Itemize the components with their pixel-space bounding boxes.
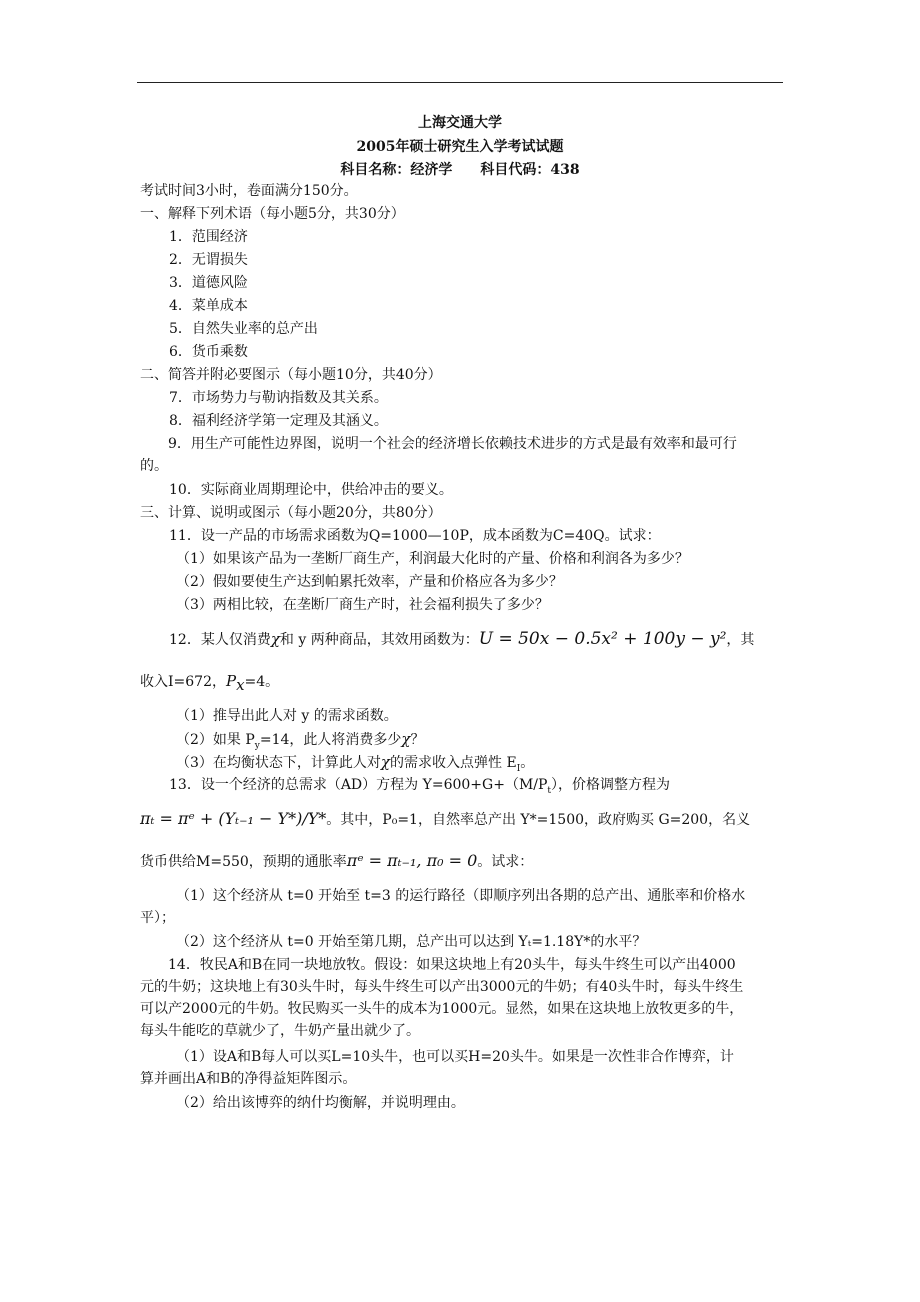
q12-text-b: 和 y 两种商品，其效用函数为： — [279, 632, 479, 648]
term-item: 3．道德风险 — [169, 275, 248, 291]
q12-text-c: ，其 — [726, 632, 755, 648]
price-adjustment-equation: πₜ = πᵉ + (Yₜ₋₁ − Y*)/Y* — [140, 809, 327, 828]
q12p2-text-a: （2）如果 P — [176, 732, 255, 748]
px-symbol: P — [225, 672, 237, 690]
exam-title: 2005年硕士研究生入学考试试题 — [356, 139, 564, 155]
question-11-part-3: （3）两相比较，在垄断厂商生产时，社会福利损失了多少？ — [176, 597, 549, 613]
question-12-part-3 — [176, 751, 786, 774]
question-13-part-1: （1）这个经济从 t=0 开始至 t=3 的运行路径（即顺序列出各期的总产出、通胀率和价格水平）； — [140, 888, 746, 926]
q12p2-text-b: =14，此人将消费多少 — [259, 732, 402, 748]
chi-symbol: χ — [380, 753, 391, 771]
question-9: 9．用生产可能性边界图，说明一个社会的经济增长依赖技术进步的方式是最有效率和最可行的。 — [140, 436, 737, 474]
section1-title: 一、解释下列术语（每小题5分，共30分） — [140, 206, 405, 222]
question-14-stem: 14．牧民A和B在同一块地放牧。假设：如果这块地上有20头牛，每头牛终生可以产出4000元的牛奶；这块地上有30头牛时，每头牛终生可以产出3000元的牛奶；有40头牛时，每头牛终生可以产2000元的牛奶。牧民购买一头牛的成本为1000元。显然，如果在这块地上放牧更多的牛，每头牛能吃的草就少了，牛奶产量出就少了。 — [140, 957, 744, 1039]
university-name: 上海交通大学 — [418, 115, 502, 131]
question-11-stem: 11．设一产品的市场需求函数为Q=1000—10P，成本函数为C=40Q。试求： — [169, 528, 661, 544]
section3-title: 三、计算、说明或图示（每小题20分，共80分） — [140, 505, 442, 521]
q13-text-b: ），价格调整方程为 — [551, 777, 671, 793]
term-item: 5．自然失业率的总产出 — [169, 321, 318, 337]
px-value: =4。 — [244, 674, 280, 690]
question-10: 10．实际商业周期理论中，供给冲击的要义。 — [169, 482, 453, 498]
exam-intro: 考试时间3小时，卷面满分150分。 — [140, 183, 358, 199]
question-12-part-1: （1）推导出此人对 y 的需求函数。 — [176, 708, 398, 724]
question-12-stem — [169, 626, 779, 653]
term-item: 2．无谓损失 — [169, 252, 248, 268]
question-14-part-2: （2）给出该博弈的纳什均衡解，并说明理由。 — [176, 1095, 465, 1111]
q12p3-text-a: （3）在均衡状态下，计算此人对 — [176, 755, 381, 771]
question-13-part-2: （2）这个经济从 t=0 开始至第几期，总产出可以达到 Yₜ=1.18Y*的水平？ — [176, 934, 647, 950]
question-12-part-2 — [176, 728, 786, 751]
pt-subscript: t — [547, 785, 552, 796]
section2-title: 二、简答并附必要图示（每小题10分，共40分） — [140, 367, 442, 383]
question-13-stem — [169, 774, 779, 796]
question-11-part-1: （1）如果该产品为一垄断厂商生产，利润最大化时的产量、价格和利润各为多少？ — [176, 551, 689, 567]
question-13-line-3 — [140, 848, 750, 875]
py-subscript: y — [254, 740, 260, 751]
q13-line3-text-a: 货币供给M=550，预期的通胀率 — [140, 854, 347, 870]
question-7: 7．市场势力与勒讷指数及其关系。 — [169, 390, 388, 406]
chi-symbol: χ — [401, 730, 411, 748]
chi-symbol: χ — [270, 630, 280, 648]
q13-line3-text-b: 。试求： — [477, 854, 534, 870]
question-13-line-2 — [140, 806, 750, 833]
q12p2-text-c: ？ — [410, 732, 425, 748]
question-14-part-1: （1）设A和B每人可以买L=10头牛，也可以买H=20头牛。如果是一次性非合作博弈，计算并画出A和B的净得益矩阵图示。 — [140, 1049, 734, 1087]
q12-text-a: 12．某人仅消费 — [169, 632, 271, 648]
q12p3-text-b: 的需求收入点弹性 E — [390, 755, 517, 771]
top-rule — [137, 82, 783, 83]
q13-text-a: 13．设一个经济的总需求（AD）方程为 Y=600+G+（M/P — [169, 777, 548, 793]
term-item: 4．菜单成本 — [169, 298, 248, 314]
px-subscript: x — [236, 675, 245, 694]
question-12-income — [140, 668, 750, 695]
subject-line: 科目名称：经济学 科目代码：438 — [340, 162, 580, 178]
income-text: 收入I=672， — [140, 674, 226, 690]
term-item: 6．货币乘数 — [169, 344, 248, 360]
term-item: 1．范围经济 — [169, 229, 248, 245]
question-11-part-2: （2）假如要使生产达到帕累托效率，产量和价格应各为多少？ — [176, 574, 563, 590]
q13-line2-text: 。其中，P₀=1，自然率总产出 Y*=1500，政府购买 G=200，名义 — [326, 812, 751, 828]
question-8: 8．福利经济学第一定理及其涵义。 — [169, 413, 388, 429]
ei-subscript: I — [516, 763, 521, 774]
expected-inflation-equation: πᵉ = πₜ₋₁, π₀ = 0 — [346, 851, 478, 870]
utility-function: U = 50x − 0.5x² + 100y − y² — [478, 629, 727, 649]
q12p3-text-c: 。 — [520, 755, 535, 771]
